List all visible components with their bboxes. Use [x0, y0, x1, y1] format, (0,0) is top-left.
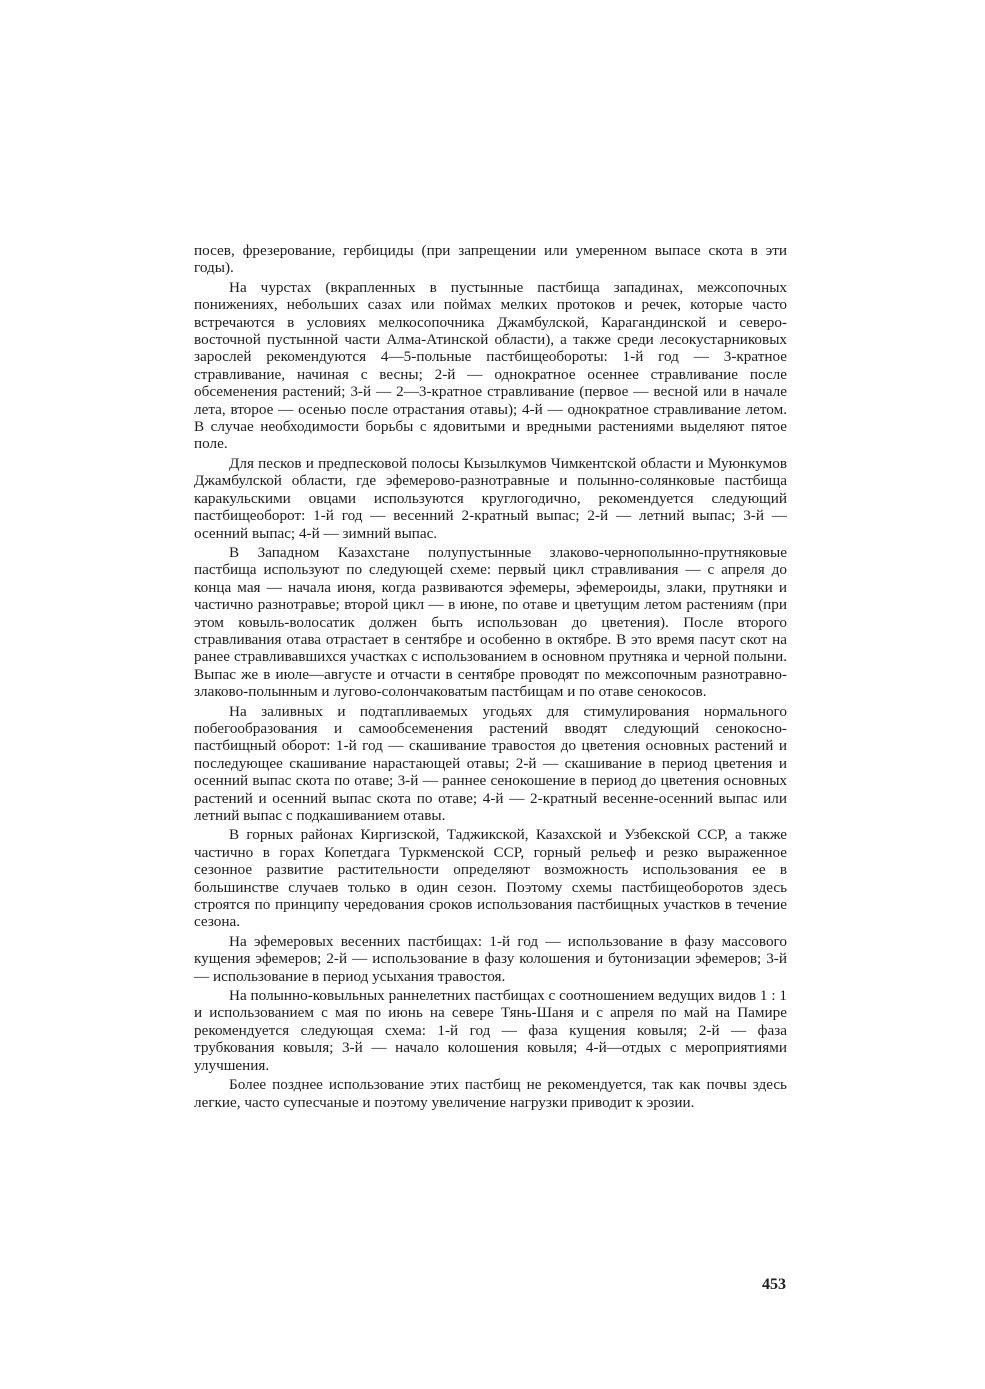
paragraph-sands-kyzylkum: Для песков и предпесковой полосы Кызылкумов Чимкентской области и Муюнкумов Джамбулской области, где эфемерово-разнотравные и полынно-солянковые пастбища каракульскими овцами используются круглогодично, рекомендуется следующий пастбищеоборот: 1-й год — весенний 2-кратный выпас; 2-й — летний выпас; 3-й — осенний выпас; 4-й — зимний выпас. — [194, 454, 787, 542]
page-body-text — [194, 242, 787, 1111]
paragraph-mountain-regions: В горных районах Киргизской, Таджикской, Казахской и Узбекской ССР, а также частично в горах Копетдага Туркменской ССР, горный рельеф и резко выраженное сезонное развитие растительности определяют возможность использования ее в большинстве случаев только в один сезон. Поэтому схемы пастбищеоборотов здесь строятся по принципу чередования сроков использования пастбищных участков в течение сезона. — [194, 826, 787, 931]
paragraph-ephemeral-pastures: На эфемеровых весенних пастбищах: 1-й год — использование в фазу массового кущения эфемеров; 2-й — использование в фазу колошения и бутонизации эфемеров; 3-й — использование в период усыхания травостоя. — [194, 932, 787, 985]
paragraph-flood-lands: На заливных и подтапливаемых угодьях для стимулирования нормального побегообразования и самообсеменения растений вводят следующий сенокосно-пастбищный оборот: 1-й год — скашивание травостоя до цветения основных растений и последующее скашивание нарастающей отавы; 2-й — скашивание в период цветения и осенний выпас скота по отаве; 3-й — раннее сенокошение в период до цветения основных растений и осенний выпас скота по отаве; 4-й — 2-кратный весенне-осенний выпас или летний выпас с подкашиванием отавы. — [194, 702, 787, 824]
paragraph-wormwood-feather-grass: На полынно-ковыльных раннелетних пастбищах с соотношением ведущих видов 1 : 1 и использованием с мая по июнь на севере Тянь-Шаня и с апреля по май на Памире рекомендуется следующая схема: 1-й год — фаза кущения ковыля; 2-й — фаза трубкования ковыля; 3-й — начало колошения ковыля; 4-й—отдых с мероприятиями улучшения. — [194, 987, 787, 1074]
page-number: 453 — [762, 1276, 786, 1293]
paragraph-west-kazakhstan: В Западном Казахстане полупустынные злаково-чернополынно-прутняковые пастбища используют по следующей схеме: первый цикл стравливания — с апреля до конца мая — начала июня, когда развиваются эфемеры, эфемероиды, злаки, прутняки и частично разнотравье; второй цикл — в июне, по отаве и цветущим летом растениям (при этом ковыль-волосатик должен быть использован до цветения). После второго стравливания отава отрастает в сентябре и особенно в октябре. В это время пасут скот на ранее стравливавшихся участках с использованием в основном прутняка и черной полыни. Выпас же в июле—августе и отчасти в сентябре проводят по межсопочным разнотравно-злаково-полынным и лугово-солончаковатым пастбищам и по отаве сенокосов. — [194, 543, 787, 701]
paragraph-continued: посев, фрезерование, гербициды (при запрещении или умеренном выпасе скота в эти годы). — [194, 242, 787, 277]
paragraph-later-use-warning: Более позднее использование этих пастбищ не рекомендуется, так как почвы здесь легкие, часто супесчаные и поэтому увеличение нагрузки приводит к эрозии. — [194, 1076, 787, 1111]
paragraph-churst-pastures: На чурстах (вкрапленных в пустынные пастбища западинах, межсопочных понижениях, небольших сазах или поймах мелких протоков и речек, которые часто встречаются в условиях мелкосопочника Джамбулской, Карагандинской и северо-восточной пустынной части Алма-Атинской области), а также среди лесокустарниковых зарослей рекомендуются 4—5-польные пастбищеобороты: 1-й год — 3-кратное стравливание, начиная с весны; 2-й — однократное осеннее стравливание после обсеменения растений; 3-й — 2—3-кратное стравливание (первое — весной или в начале лета, второе — осенью после отрастания отавы); 4-й — однократное стравливание летом. В случае необходимости борьбы с ядовитыми и вредными растениями выделяют пятое поле. — [194, 278, 787, 453]
